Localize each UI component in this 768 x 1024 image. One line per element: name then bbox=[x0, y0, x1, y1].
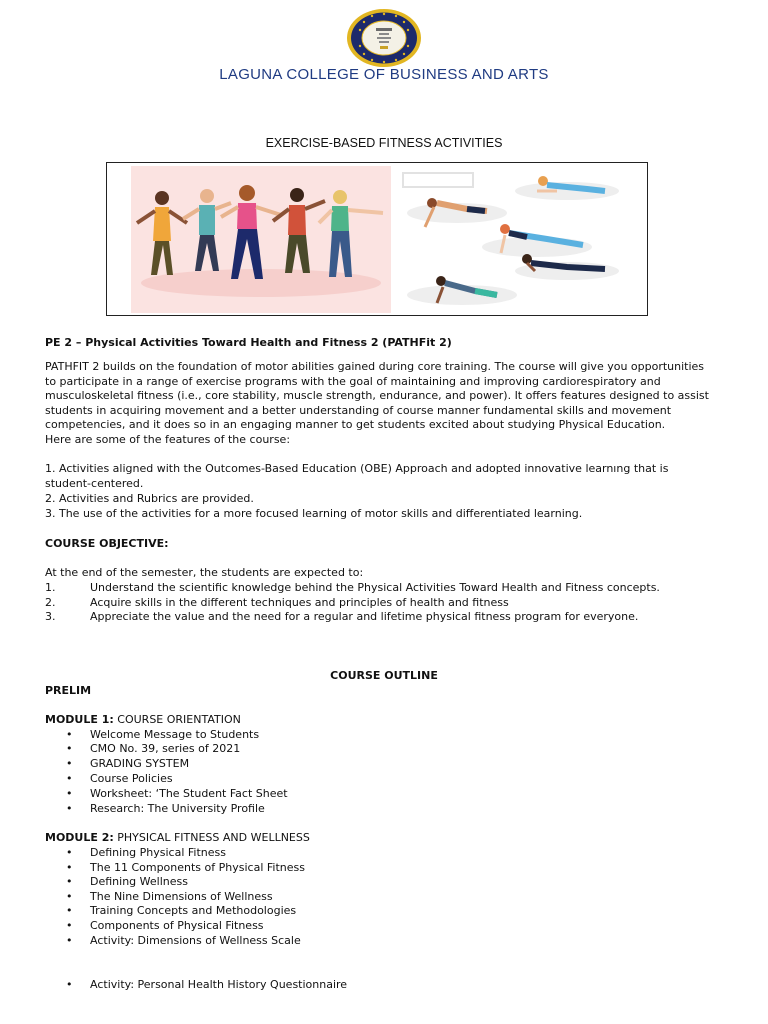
module-2-label: MODULE 2: bbox=[45, 831, 114, 844]
intro-line: to participate in a range of exercise programs with the goal of maintaining and improving cardiorespiratory and bbox=[45, 375, 661, 388]
college-name: LAGUNA COLLEGE OF BUSINESS AND ARTS bbox=[219, 66, 549, 83]
outline-heading: COURSE OUTLINE bbox=[330, 669, 438, 682]
module-1-heading bbox=[45, 713, 241, 728]
bullet-icon: • bbox=[66, 772, 73, 785]
intro-line: PATHFIT 2 builds on the foundation of motor abilities gained during core training. The course will give you opportunities bbox=[45, 360, 705, 373]
intro-line: Here are some of the features of the course: bbox=[45, 433, 291, 446]
objective-text: Appreciate the value and the need for a regular and lifetime physical fitness program for everyone. bbox=[90, 610, 639, 623]
objective-text: Understand the scientific knowledge behind the Physical Activities Toward Health and Fitness concepts. bbox=[90, 581, 660, 594]
bullet-icon: • bbox=[66, 846, 73, 859]
feature-item: student-centered. bbox=[45, 477, 144, 490]
list-item: Course Policies bbox=[90, 772, 173, 785]
bullet-icon: • bbox=[66, 757, 73, 770]
intro-line: competencies, and it does so in an engaging manner to get students excited about studying Physical Education. bbox=[45, 418, 666, 431]
list-item: Activity: Personal Health History Questionnaire bbox=[90, 978, 348, 991]
list-item: Components of Physical Fitness bbox=[90, 919, 264, 932]
bullet-icon: • bbox=[66, 742, 73, 755]
objective-heading: COURSE OBJECTIVE: bbox=[45, 537, 169, 550]
intro-line: musculoskeletal fitness (i.e., core stability, muscle strength, endurance, and power). It offers features designed to assist bbox=[45, 389, 709, 402]
list-item: Defining Wellness bbox=[90, 875, 188, 888]
objective-lead: At the end of the semester, the students are expected to: bbox=[45, 566, 364, 579]
bullet-icon: • bbox=[66, 904, 73, 917]
bullet-icon: • bbox=[66, 875, 73, 888]
bullet-icon: • bbox=[66, 802, 73, 815]
module-1-label: MODULE 1: bbox=[45, 713, 114, 726]
list-item: GRADING SYSTEM bbox=[90, 757, 190, 770]
bullet-icon: • bbox=[66, 787, 73, 800]
bullet-icon: • bbox=[66, 934, 73, 947]
list-item: Research: The University Profile bbox=[90, 802, 265, 815]
feature-item: 1. Activities aligned with the Outcomes-Based Education (OBE) Approach and adopted innovative learnıng that is bbox=[45, 462, 669, 475]
module-2-heading bbox=[45, 831, 310, 846]
bullet-icon: • bbox=[66, 861, 73, 874]
objective-text: Acquire skills in the different techniques and principles of health and fitness bbox=[90, 596, 509, 609]
list-item: Defining Physical Fitness bbox=[90, 846, 226, 859]
list-item: The 11 Components of Physical Fitness bbox=[90, 861, 305, 874]
list-item: Welcome Message to Students bbox=[90, 728, 260, 741]
objective-number: 3. bbox=[45, 610, 56, 623]
fitness-illustration bbox=[106, 162, 648, 316]
list-item: Worksheet: ‘The Student Fact Sheet bbox=[90, 787, 288, 800]
list-item: Training Concepts and Methodologies bbox=[90, 904, 297, 917]
college-seal-logo bbox=[346, 8, 422, 68]
feature-item: 3. The use of the activities for a more focused learning of motor skills and differentiated learning. bbox=[45, 507, 583, 520]
list-item: CMO No. 39, series of 2021 bbox=[90, 742, 241, 755]
module-2-title: PHYSICAL FITNESS AND WELLNESS bbox=[117, 831, 310, 844]
bullet-icon: • bbox=[66, 728, 73, 741]
objective-number: 2. bbox=[45, 596, 56, 609]
fitness-illustration-graphic bbox=[107, 163, 647, 315]
course-heading: PE 2 – Physical Activities Toward Health and Fitness 2 (PATHFit 2) bbox=[45, 336, 452, 349]
term-label: PRELIM bbox=[45, 684, 92, 697]
document-title: EXERCISE-BASED FITNESS ACTIVITIES bbox=[265, 136, 503, 150]
list-item: Activity: Dimensions of Wellness Scale bbox=[90, 934, 301, 947]
objective-number: 1. bbox=[45, 581, 56, 594]
bullet-icon: • bbox=[66, 919, 73, 932]
bullet-icon: • bbox=[66, 890, 73, 903]
list-item: The Nine Dimensions of Wellness bbox=[90, 890, 273, 903]
feature-item: 2. Activities and Rubrics are provided. bbox=[45, 492, 254, 505]
bullet-icon: • bbox=[66, 978, 73, 991]
intro-line: students in acquiring movement and a better understanding of course manner fundamental skills and movement bbox=[45, 404, 672, 417]
module-1-title: COURSE ORIENTATION bbox=[117, 713, 241, 726]
